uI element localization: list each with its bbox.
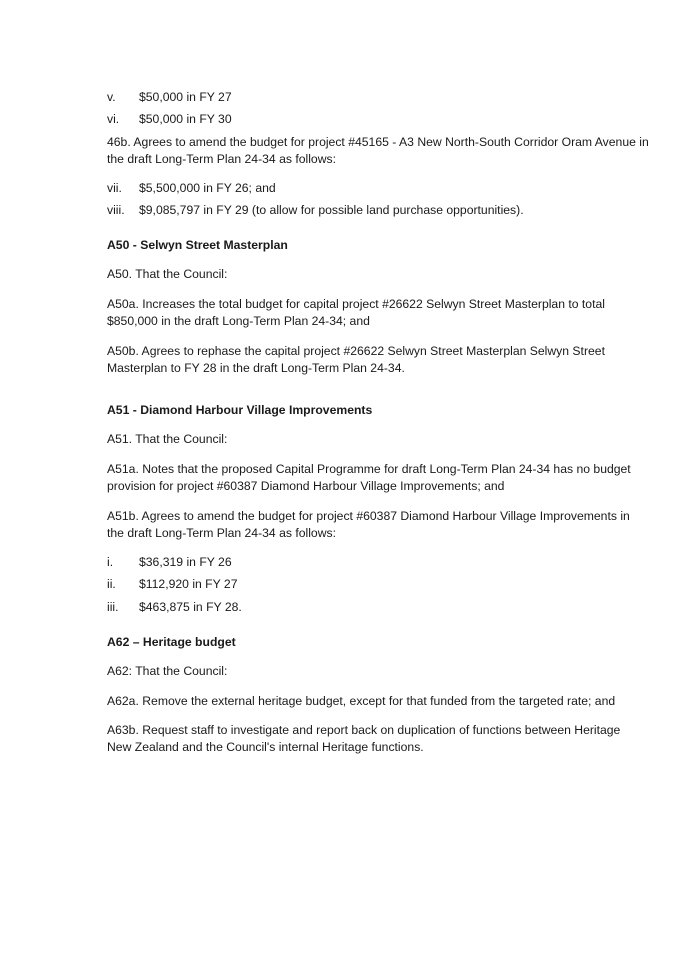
paragraph-a50a-line2: $850,000 in the draft Long-Term Plan 24-34; and bbox=[107, 314, 370, 328]
list-text: $5,500,000 in FY 26; and bbox=[139, 181, 276, 195]
list-item bbox=[107, 599, 242, 616]
paragraph-a51-intro: A51. That the Council: bbox=[107, 432, 228, 446]
paragraph-a51b-line2: the draft Long-Term Plan 24-34 as follows: bbox=[107, 526, 336, 540]
list-text: $50,000 in FY 30 bbox=[139, 112, 232, 126]
paragraph-a50-intro: A50. That the Council: bbox=[107, 267, 228, 281]
paragraph-a50a-line1: A50a. Increases the total budget for capital project #26622 Selwyn Street Masterplan to total bbox=[107, 297, 605, 311]
paragraph-a50b-line2: Masterplan to FY 28 in the draft Long-Term Plan 24-34. bbox=[107, 361, 405, 375]
list-item bbox=[107, 111, 232, 128]
paragraph-a51a-line2: provision for project #60387 Diamond Harbour Village Improvements; and bbox=[107, 479, 505, 493]
list-text: $9,085,797 in FY 29 (to allow for possible land purchase opportunities). bbox=[139, 203, 524, 217]
section-heading-a50: A50 - Selwyn Street Masterplan bbox=[107, 238, 288, 252]
paragraph-46b-line2: the draft Long-Term Plan 24-34 as follows: bbox=[107, 152, 336, 166]
list-number: vii. bbox=[107, 181, 122, 195]
paragraph-46b-line1: 46b. Agrees to amend the budget for project #45165 - A3 New North-South Corridor Oram Avenue in bbox=[107, 135, 649, 149]
paragraph-a50b-line1: A50b. Agrees to rephase the capital project #26622 Selwyn Street Masterplan Selwyn Street bbox=[107, 344, 605, 358]
paragraph-a51a-line1: A51a. Notes that the proposed Capital Programme for draft Long-Term Plan 24-34 has no budget bbox=[107, 462, 631, 476]
list-text: $463,875 in FY 28. bbox=[139, 600, 242, 614]
list-number: v. bbox=[107, 90, 116, 104]
list-text: $50,000 in FY 27 bbox=[139, 90, 232, 104]
paragraph-a63b-line1: A63b. Request staff to investigate and report back on duplication of functions between Heritage bbox=[107, 723, 621, 737]
list-item bbox=[107, 202, 524, 219]
list-number: i. bbox=[107, 555, 114, 569]
paragraph-a63b-line2: New Zealand and the Council's internal Heritage functions. bbox=[107, 740, 424, 754]
list-number: viii. bbox=[107, 203, 125, 217]
list-number: vi. bbox=[107, 112, 120, 126]
section-heading-a51: A51 - Diamond Harbour Village Improvements bbox=[107, 403, 373, 417]
list-item bbox=[107, 554, 232, 571]
list-item bbox=[107, 576, 237, 593]
list-item bbox=[107, 180, 276, 197]
paragraph-a62a: A62a. Remove the external heritage budget, except for that funded from the targeted rate; and bbox=[107, 694, 616, 708]
list-number: ii. bbox=[107, 577, 116, 591]
list-item bbox=[107, 89, 232, 106]
section-heading-a62: A62 – Heritage budget bbox=[107, 635, 236, 649]
list-text: $112,920 in FY 27 bbox=[139, 577, 238, 591]
paragraph-a51b-line1: A51b. Agrees to amend the budget for project #60387 Diamond Harbour Village Improvements in bbox=[107, 509, 630, 523]
list-number: iii. bbox=[107, 600, 119, 614]
paragraph-a62-intro: A62: That the Council: bbox=[107, 664, 228, 678]
list-text: $36,319 in FY 26 bbox=[139, 555, 232, 569]
